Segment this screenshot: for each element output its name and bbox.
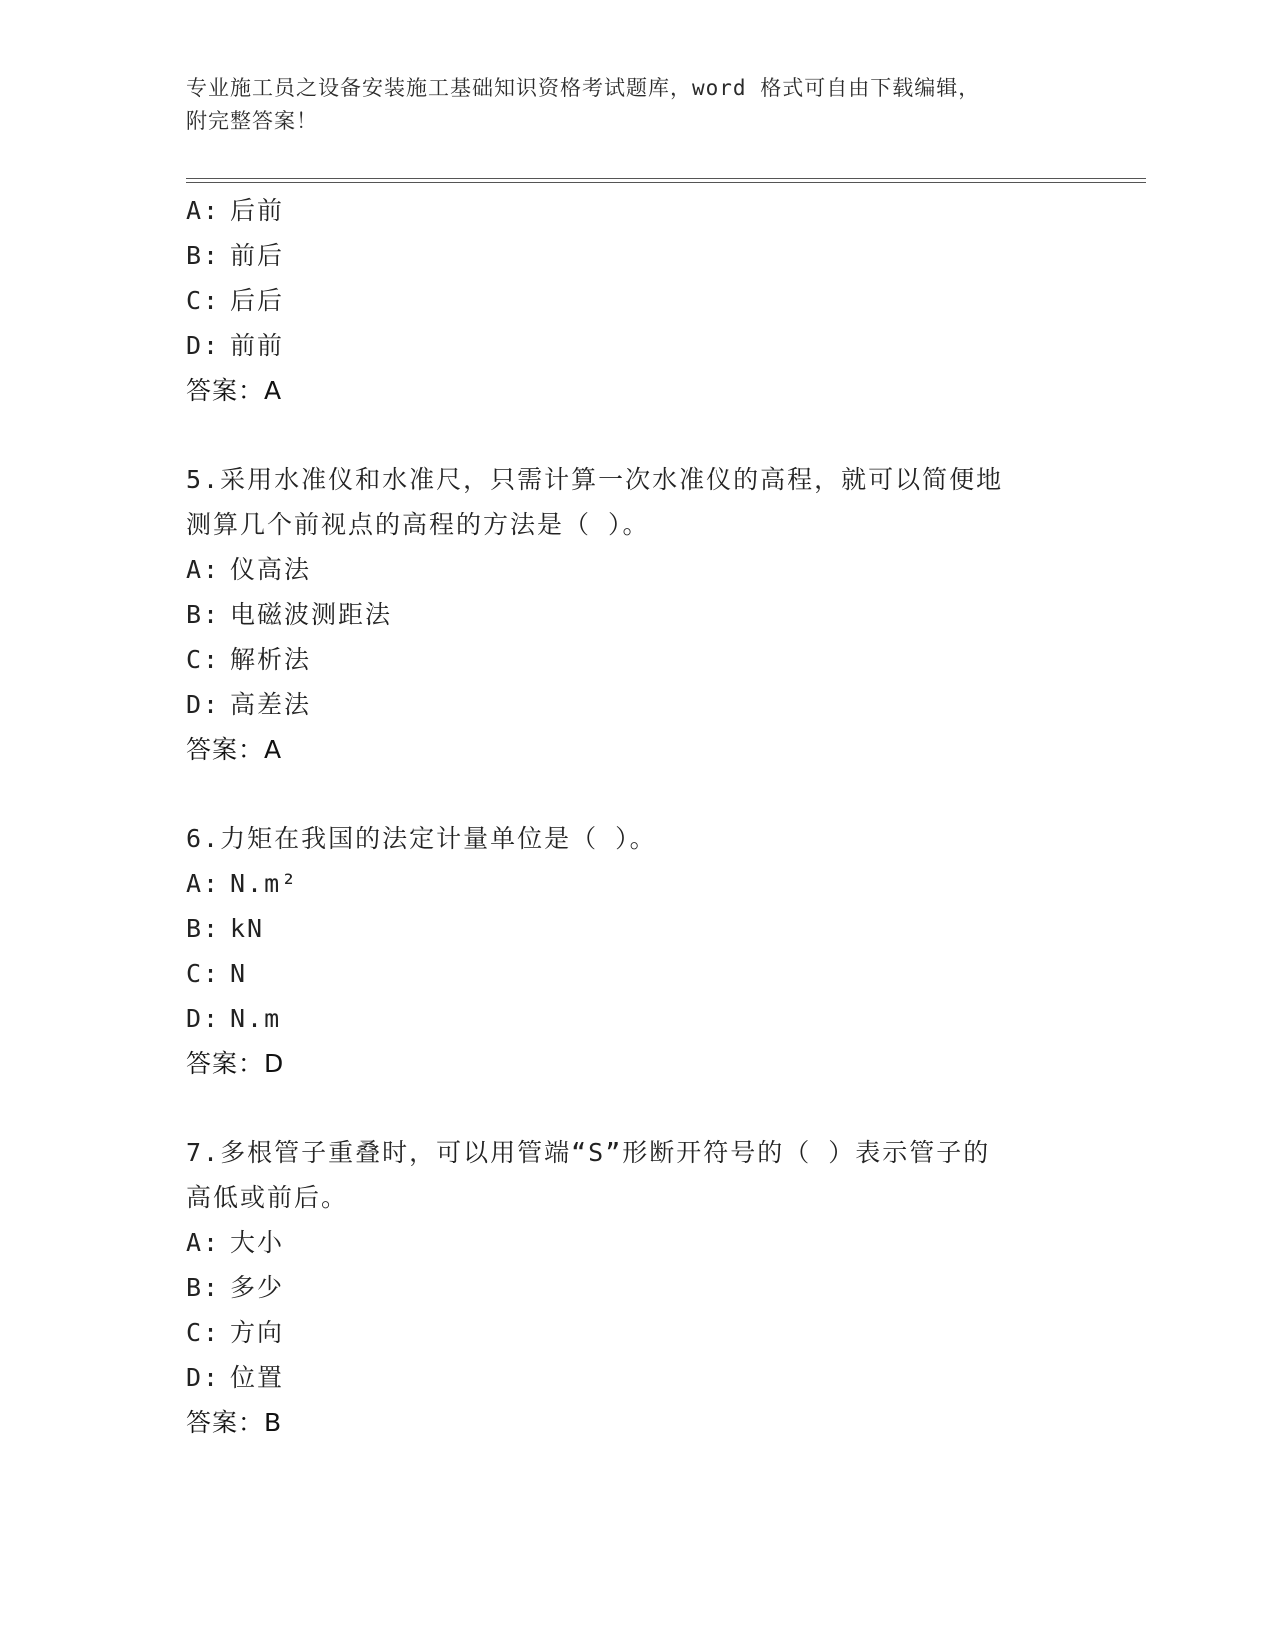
option-text: 前后 bbox=[230, 241, 285, 270]
option-text: 多少 bbox=[230, 1273, 285, 1302]
option-c bbox=[186, 951, 1066, 996]
header-divider-bottom bbox=[186, 182, 1146, 183]
document-header bbox=[186, 72, 1066, 138]
option-letter: D: bbox=[186, 1004, 221, 1033]
option-text: 方向 bbox=[230, 1318, 285, 1347]
option-a bbox=[186, 861, 1066, 906]
option-letter: A: bbox=[186, 555, 221, 584]
option-letter: A: bbox=[186, 1228, 221, 1257]
option-text: 后后 bbox=[230, 286, 285, 315]
spacer bbox=[186, 1086, 1066, 1130]
option-d bbox=[186, 323, 1066, 368]
question-text-line-1: 6.力矩在我国的法定计量单位是（ ）。 bbox=[186, 824, 657, 853]
question-text-line-2: 高低或前后。 bbox=[186, 1183, 349, 1212]
answer-line: 答案：D bbox=[186, 1049, 285, 1078]
option-letter: C: bbox=[186, 1318, 221, 1347]
option-text: 位置 bbox=[230, 1363, 285, 1392]
answer-line: 答案：B bbox=[186, 1408, 283, 1437]
option-b bbox=[186, 592, 1066, 637]
option-letter: B: bbox=[186, 241, 221, 270]
option-d bbox=[186, 1355, 1066, 1400]
option-text: 大小 bbox=[230, 1228, 285, 1257]
option-letter: C: bbox=[186, 645, 221, 674]
option-c bbox=[186, 278, 1066, 323]
option-a bbox=[186, 1220, 1066, 1265]
question-text-line-1: 5.采用水准仪和水准尺，只需计算一次水准仪的高程，就可以简便地 bbox=[186, 465, 1004, 494]
option-text: 前前 bbox=[230, 331, 285, 360]
question-text-line-1: 7.多根管子重叠时，可以用管端“S”形断开符号的（ ）表示管子的 bbox=[186, 1138, 991, 1167]
option-c bbox=[186, 637, 1066, 682]
option-b bbox=[186, 233, 1066, 278]
option-text: N.m bbox=[230, 1004, 282, 1033]
option-text: N.m² bbox=[230, 869, 299, 898]
option-letter: D: bbox=[186, 331, 221, 360]
question-5 bbox=[186, 457, 1066, 772]
question-4 bbox=[186, 188, 1066, 413]
option-d bbox=[186, 682, 1066, 727]
spacer bbox=[186, 772, 1066, 816]
question-6 bbox=[186, 816, 1066, 1086]
option-text: 电磁波测距法 bbox=[230, 600, 393, 629]
option-letter: A: bbox=[186, 196, 221, 225]
header-line-2: 附完整答案！ bbox=[186, 109, 318, 133]
option-text: N bbox=[230, 959, 248, 988]
option-b bbox=[186, 906, 1066, 951]
option-letter: A: bbox=[186, 869, 221, 898]
option-letter: D: bbox=[186, 1363, 221, 1392]
option-text: 解析法 bbox=[230, 645, 312, 674]
spacer bbox=[186, 413, 1066, 457]
option-a bbox=[186, 547, 1066, 592]
header-line-1: 专业施工员之设备安装施工基础知识资格考试题库，word 格式可自由下载编辑， bbox=[186, 76, 981, 100]
option-text: 后前 bbox=[230, 196, 285, 225]
option-d bbox=[186, 996, 1066, 1041]
question-list bbox=[186, 188, 1066, 1445]
question-text-line-2: 测算几个前视点的高程的方法是（ ）。 bbox=[186, 510, 650, 539]
option-b bbox=[186, 1265, 1066, 1310]
header-divider-top bbox=[186, 178, 1146, 179]
option-letter: D: bbox=[186, 690, 221, 719]
answer-line: 答案：A bbox=[186, 735, 283, 764]
option-letter: B: bbox=[186, 1273, 221, 1302]
option-text: 仪高法 bbox=[230, 555, 312, 584]
question-7 bbox=[186, 1130, 1066, 1445]
option-a bbox=[186, 188, 1066, 233]
option-text: 高差法 bbox=[230, 690, 312, 719]
option-letter: C: bbox=[186, 286, 221, 315]
option-letter: B: bbox=[186, 600, 221, 629]
option-text: kN bbox=[230, 914, 265, 943]
option-letter: B: bbox=[186, 914, 221, 943]
option-letter: C: bbox=[186, 959, 221, 988]
answer-line: 答案：A bbox=[186, 376, 283, 405]
option-c bbox=[186, 1310, 1066, 1355]
